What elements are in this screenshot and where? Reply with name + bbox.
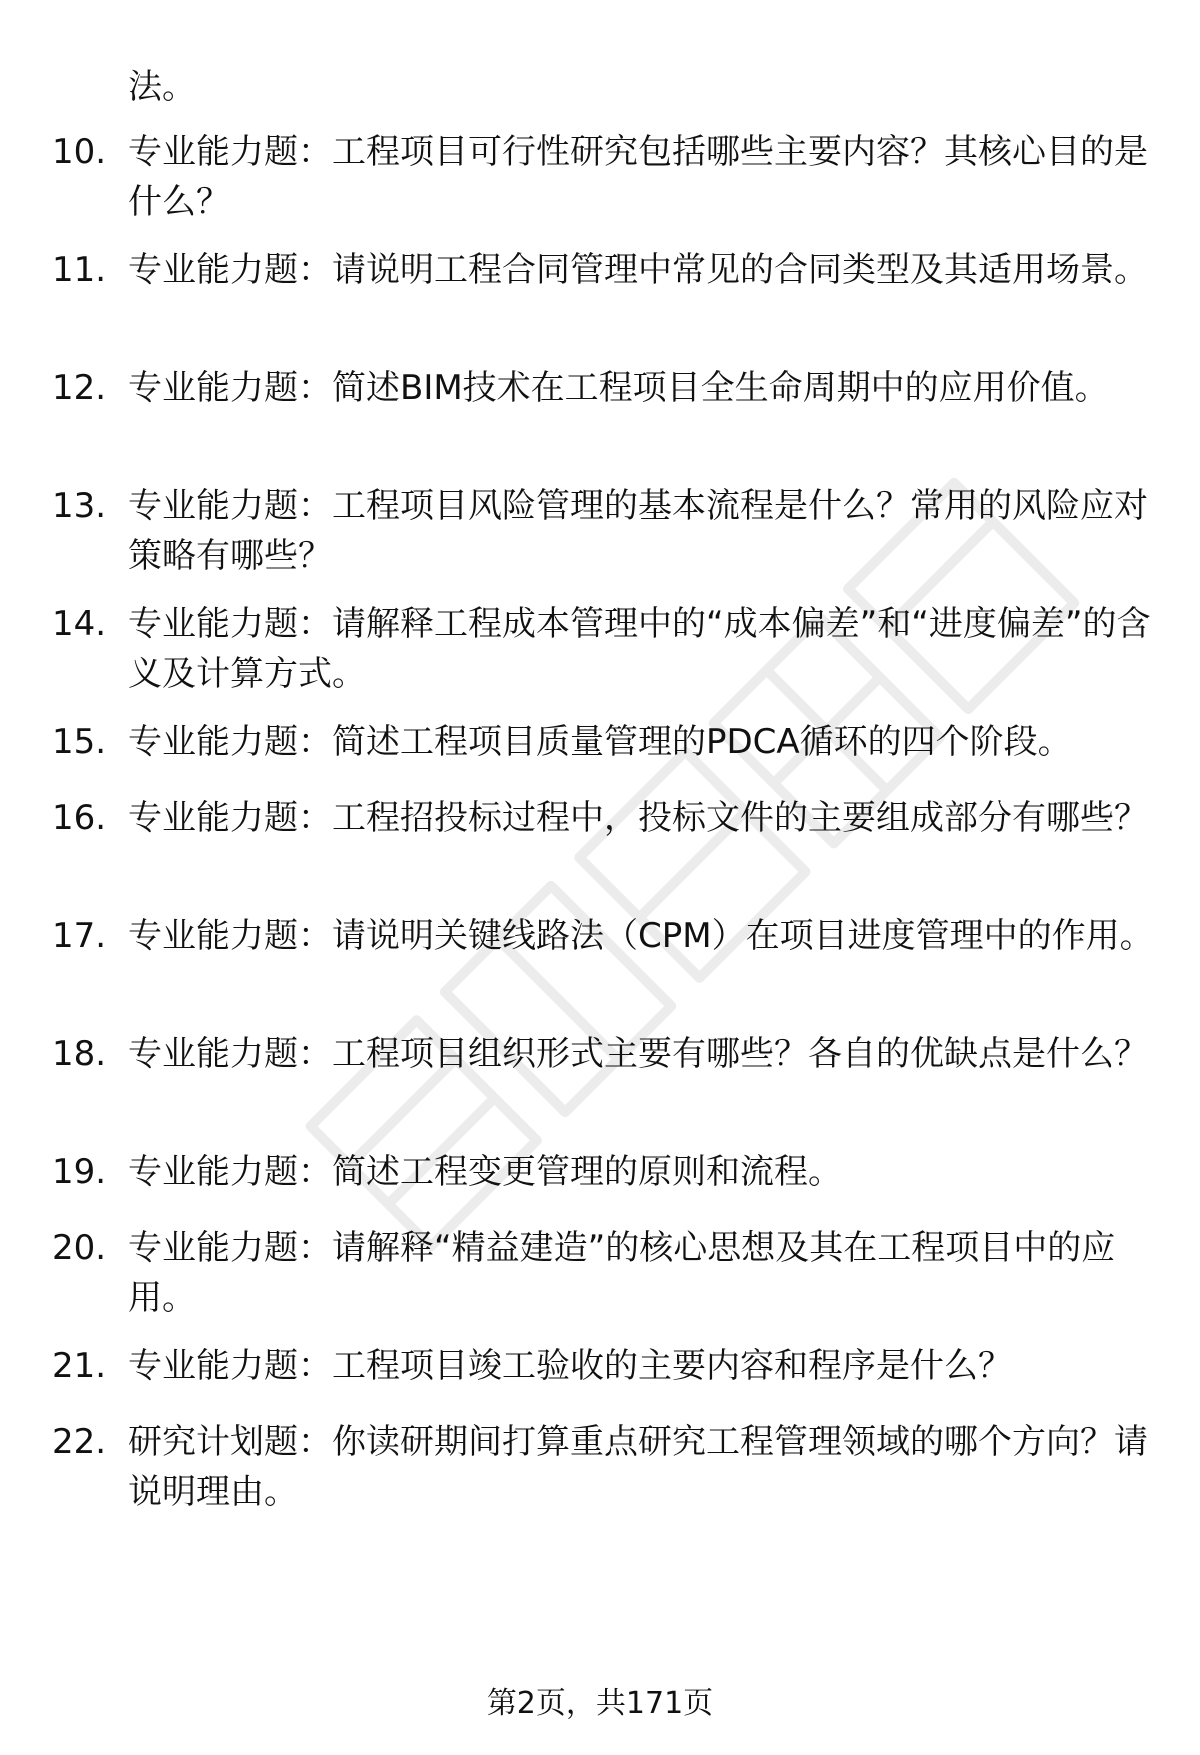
question-number: 12. — [52, 368, 107, 408]
question-number: 21. — [52, 1346, 107, 1386]
question-item — [52, 1029, 1162, 1079]
question-item — [52, 717, 1162, 767]
question-number: 11. — [52, 250, 107, 290]
question-number: 15. — [52, 722, 107, 762]
question-number: 14. — [52, 604, 107, 644]
question-item — [52, 1147, 1162, 1197]
question-text: 专业能力题：工程招投标过程中，投标文件的主要组成部分有哪些？ — [128, 798, 1148, 838]
question-item — [52, 481, 1162, 581]
question-text: 专业能力题：请解释“精益建造”的核心思想及其在工程项目中的应用。 — [128, 1228, 1116, 1318]
question-text: 专业能力题：请解释工程成本管理中的“成本偏差”和“进度偏差”的含义及计算方式。 — [128, 604, 1151, 694]
question-item — [52, 793, 1162, 843]
question-text: 专业能力题：工程项目风险管理的基本流程是什么？常用的风险应对策略有哪些？ — [128, 486, 1148, 576]
question-text: 专业能力题：工程项目可行性研究包括哪些主要内容？其核心目的是什么？ — [128, 132, 1148, 222]
question-number: 18. — [52, 1034, 107, 1074]
question-text: 专业能力题：工程项目竣工验收的主要内容和程序是什么？ — [128, 1346, 1012, 1386]
question-item — [52, 599, 1162, 699]
question-item — [52, 363, 1162, 413]
continuation-text: 法。 — [128, 67, 196, 107]
question-item — [52, 1223, 1162, 1323]
question-number: 22. — [52, 1422, 107, 1462]
question-number: 20. — [52, 1228, 107, 1268]
question-number: 16. — [52, 798, 107, 838]
question-text: 专业能力题：请说明工程合同管理中常见的合同类型及其适用场景。 — [128, 250, 1148, 290]
question-text: 专业能力题：工程项目组织形式主要有哪些？各自的优缺点是什么？ — [128, 1034, 1148, 1074]
question-text: 专业能力题：简述工程变更管理的原则和流程。 — [128, 1152, 842, 1192]
question-item — [52, 127, 1162, 227]
question-text: 专业能力题：请说明关键线路法（CPM）在项目进度管理中的作用。 — [128, 916, 1154, 956]
question-text: 专业能力题：简述BIM技术在工程项目全生命周期中的应用价值。 — [128, 368, 1109, 408]
question-number: 13. — [52, 486, 107, 526]
question-number: 10. — [52, 132, 107, 172]
question-item — [52, 911, 1162, 961]
page-footer: 第2页，共171页 — [486, 1686, 714, 1721]
question-item — [52, 1341, 1162, 1391]
question-text: 研究计划题：你读研期间打算重点研究工程管理领域的哪个方向？请说明理由。 — [128, 1422, 1148, 1512]
question-number: 19. — [52, 1152, 107, 1192]
question-text: 专业能力题：简述工程项目质量管理的PDCA循环的四个阶段。 — [128, 722, 1072, 762]
question-item — [52, 1417, 1162, 1517]
question-item — [52, 245, 1162, 295]
question-number: 17. — [52, 916, 107, 956]
